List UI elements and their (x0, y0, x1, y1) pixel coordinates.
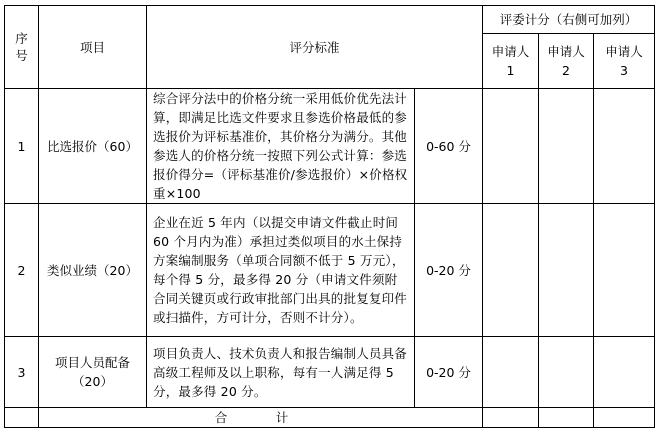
row-item: 比选报价（60） (39, 89, 147, 204)
header-row-top (5, 6, 655, 34)
applicant-2-header (539, 34, 594, 89)
table-row (5, 89, 655, 204)
row-range: 0-60 分 (415, 89, 483, 204)
criteria-header: 评分标准 (147, 6, 483, 89)
score-cell-applicant-3[interactable] (594, 204, 655, 337)
total-cell-applicant-2[interactable] (539, 408, 594, 428)
score-cell-applicant-2[interactable] (539, 204, 594, 337)
applicant-1-num: 1 (506, 63, 515, 78)
row-seq: 3 (5, 337, 39, 408)
table-row (5, 337, 655, 408)
score-cell-applicant-3[interactable] (594, 337, 655, 408)
score-cell-applicant-1[interactable] (483, 337, 539, 408)
applicant-3-num: 3 (620, 63, 628, 78)
applicant-3-header (594, 34, 655, 89)
judges-group-header: 评委计分（右侧可加列） (483, 6, 655, 34)
applicant-3-label: 申请人 (605, 44, 643, 59)
total-label: 合 计 (39, 408, 483, 428)
applicant-1-header (483, 34, 539, 89)
scoring-table (4, 5, 655, 428)
row-range: 0-20 分 (415, 204, 483, 337)
row-item: 项目人员配备（20） (39, 337, 147, 408)
applicant-2-num: 2 (562, 63, 570, 78)
score-cell-applicant-3[interactable] (594, 89, 655, 204)
seq-header (5, 6, 39, 89)
total-cell-applicant-1[interactable] (483, 408, 539, 428)
row-seq: 1 (5, 89, 39, 204)
seq-header-text: 序号 (15, 30, 28, 63)
score-cell-applicant-1[interactable] (483, 89, 539, 204)
total-row (5, 408, 655, 428)
score-cell-applicant-2[interactable] (539, 89, 594, 204)
table-row (5, 204, 655, 337)
row-seq: 2 (5, 204, 39, 337)
item-header: 项目 (39, 6, 147, 89)
score-cell-applicant-2[interactable] (539, 337, 594, 408)
applicant-1-label: 申请人 (491, 44, 530, 59)
row-criteria: 项目负责人、技术负责人和报告编制人员具备高级工程师及以上职称，每有一人满足得 5 分，最多得 20 分。 (147, 337, 415, 408)
total-cell-applicant-3[interactable] (594, 408, 655, 428)
row-criteria: 综合评分法中的价格分统一采用低价优先法计算，即满足比选文件要求且参选价格最低的参选报价为评标基准价，其价格分为满分。其他参选人的价格分统一按照下列公式计算：参选报价得分=（评标基准价/参选报价）×价格权重×100 (147, 89, 415, 204)
row-criteria: 企业在近 5 年内（以提交申请文件截止时间 60 个月内为准）承担过类似项目的水土保持方案编制服务（单项合同额不低于 5 万元），每个得 5 分，最多得 20 分（申请文件须附合同关键页或行政审批部门出具的批复复印件或扫描件，方可计分，否则不计分）。 (147, 204, 415, 337)
row-item: 类似业绩（20） (39, 204, 147, 337)
score-cell-applicant-1[interactable] (483, 204, 539, 337)
row-range: 0-20 分 (415, 337, 483, 408)
applicant-2-label: 申请人 (547, 44, 585, 59)
total-seq-cell (5, 408, 39, 428)
